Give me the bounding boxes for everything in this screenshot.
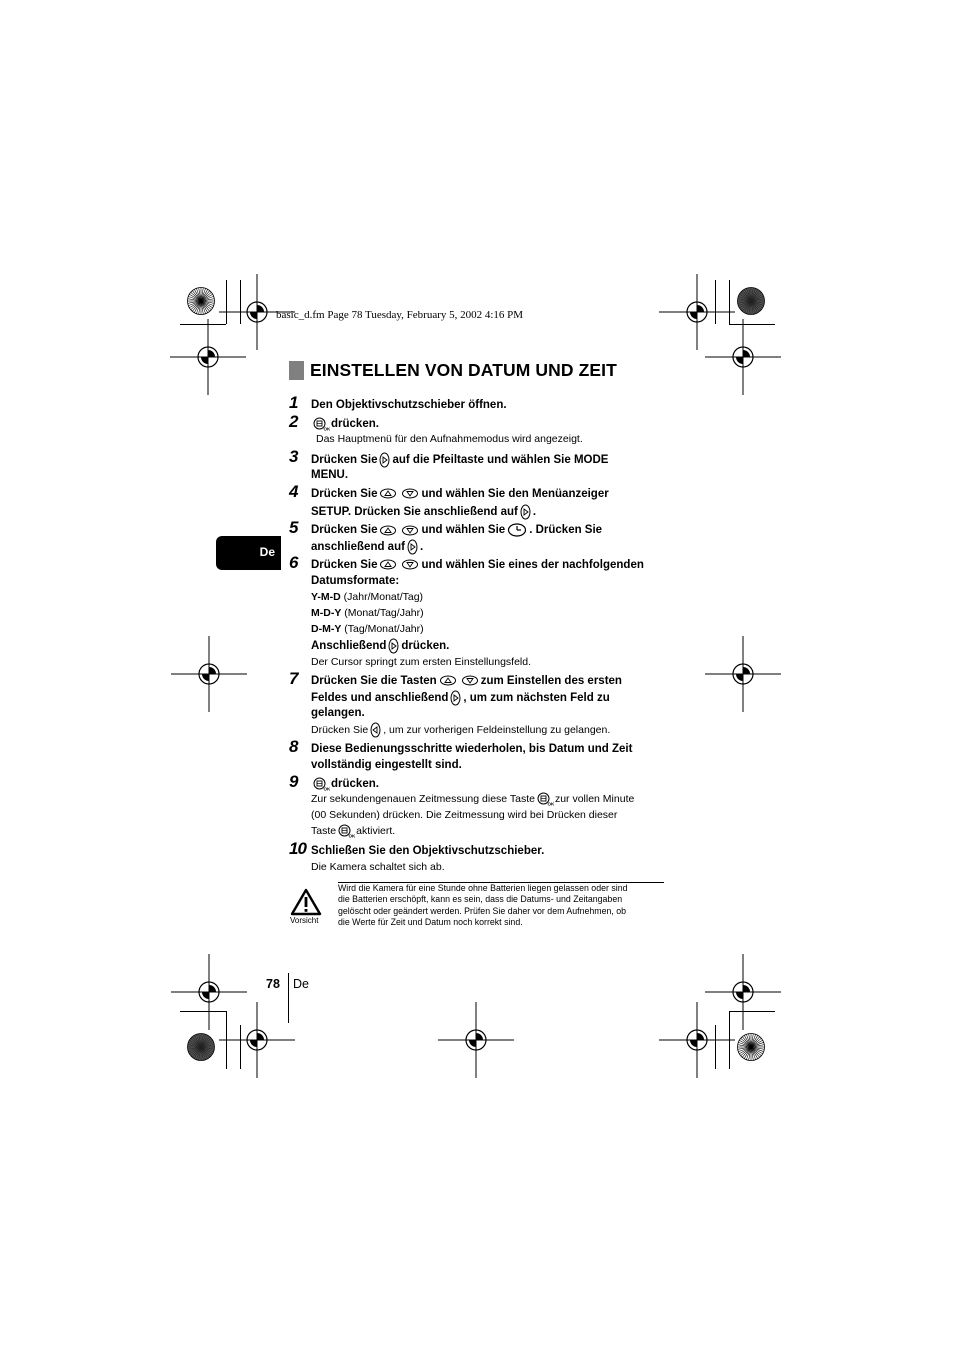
- arrow-down-icon: [461, 675, 479, 686]
- step-text: Drücken Sie die Tasten zum Einstellen des ersten: [311, 675, 622, 687]
- arrow-down-icon: [401, 488, 419, 499]
- step-text: Den Objektivschutzschieber öffnen.: [311, 399, 507, 411]
- date-format-option: M-D-Y (Monat/Tag/Jahr): [311, 607, 424, 619]
- ok-button-icon: [537, 792, 553, 806]
- arrow-up-icon: [439, 675, 457, 686]
- step-number: 5: [289, 518, 299, 537]
- color-wheel-icon: [736, 1032, 766, 1062]
- step-number: 1: [289, 393, 299, 412]
- caution-text: [338, 883, 668, 928]
- step-text: Diese Bedienungsschritte wiederholen, bis Datum und Zeit: [311, 743, 633, 755]
- registration-mark-icon: [168, 317, 248, 397]
- arrow-right-icon: [388, 638, 399, 654]
- arrow-right-icon: [407, 539, 418, 555]
- step-text: anschließend auf .: [311, 539, 423, 555]
- step-number: 3: [289, 447, 299, 466]
- color-wheel-icon: [186, 286, 216, 316]
- registration-mark-icon: [657, 1000, 737, 1080]
- ok-button-icon: [313, 417, 329, 431]
- caution-line: die Werte für Zeit und Datum noch korrekt sind.: [338, 916, 523, 927]
- step-note: Das Hauptmenü für den Aufnahmemodus wird angezeigt.: [316, 433, 583, 445]
- step-text: OK drücken.: [311, 777, 379, 792]
- caution-line: gelöscht oder geändert werden. Prüfen Sie daher vor dem Aufnehmen, ob: [338, 905, 627, 916]
- registration-mark-icon: [217, 1000, 297, 1080]
- registration-mark-icon: [703, 634, 783, 714]
- arrow-left-icon: [370, 722, 381, 738]
- step-note: Zur sekundengenauen Zeitmessung diese Taste OK zur vollen Minute: [311, 793, 635, 807]
- step-number: 8: [289, 737, 299, 756]
- step-text: Datumsformate:: [311, 575, 400, 587]
- ok-button-icon: [313, 777, 329, 791]
- step-number: 6: [289, 553, 299, 572]
- step-note: Der Cursor springt zum ersten Einstellungsfeld.: [311, 656, 532, 668]
- svg-text:OK: OK: [323, 786, 331, 792]
- caution-line: die Batterien erschöpft, kann es sein, dass die Datums- und Zeitangaben: [338, 894, 623, 905]
- step-text: Drücken Sie und wählen Sie eines der nachfolgenden: [311, 559, 644, 571]
- step-note: Die Kamera schaltet sich ab.: [311, 861, 445, 873]
- step-text: SETUP. Drücken Sie anschließend auf .: [311, 504, 536, 520]
- arrow-up-icon: [379, 488, 397, 499]
- step-text: Drücken Sie und wählen Sie den Menüanzeiger: [311, 488, 609, 500]
- heading-marker: [289, 361, 304, 380]
- step-text: Drücken Sie und wählen Sie . Drücken Sie: [311, 524, 603, 537]
- step-text: vollständig eingestellt sind.: [311, 759, 462, 771]
- clock-icon: [507, 523, 527, 537]
- date-format-option: Y-M-D (Jahr/Monat/Tag): [311, 591, 424, 603]
- step-note: Drücken Sie , um zur vorherigen Feldeinstellung zu gelangen.: [311, 722, 610, 738]
- arrow-right-icon: [520, 504, 531, 520]
- step-text: Anschließend drücken.: [311, 638, 449, 654]
- step-note: Taste OK aktiviert.: [311, 825, 396, 839]
- step-text: Schließen Sie den Objektivschutzschieber.: [311, 845, 545, 857]
- step-text: Feldes und anschließend , um zum nächsten Feld zu: [311, 690, 610, 706]
- arrow-right-icon: [379, 452, 390, 468]
- step-number: 2: [289, 412, 299, 431]
- page-title: EINSTELLEN VON DATUM UND ZEIT: [310, 360, 617, 380]
- registration-mark-icon: [703, 317, 783, 397]
- step-number: 10: [289, 839, 306, 858]
- section-heading: [289, 360, 617, 381]
- step-number: 4: [289, 482, 299, 501]
- caution-label: Vorsicht: [290, 916, 319, 925]
- svg-text:OK: OK: [348, 833, 356, 839]
- svg-text:OK: OK: [323, 426, 331, 432]
- step-number: 7: [289, 669, 299, 688]
- arrow-right-icon: [450, 690, 461, 706]
- registration-mark-icon: [436, 1000, 516, 1080]
- page-number: 78: [266, 977, 280, 991]
- file-header: basic_d.fm Page 78 Tuesday, February 5, 2002 4:16 PM: [276, 309, 524, 321]
- language-tab-label: De: [259, 545, 275, 559]
- svg-text:OK: OK: [547, 801, 555, 807]
- step-number: 9: [289, 772, 299, 791]
- step-note: (00 Sekunden) drücken. Die Zeitmessung wird bei Drücken dieser: [311, 809, 618, 821]
- ok-button-icon: [338, 824, 354, 838]
- color-wheel-icon: [186, 1032, 216, 1062]
- step-text: Drücken Sie auf die Pfeiltaste und wählen Sie MODE: [311, 452, 608, 468]
- date-format-option: D-M-Y (Tag/Monat/Jahr): [311, 623, 424, 635]
- arrow-up-icon: [379, 559, 397, 570]
- caution-line: Wird die Kamera für eine Stunde ohne Batterien liegen gelassen oder sind: [338, 883, 628, 893]
- registration-mark-icon: [169, 634, 249, 714]
- arrow-up-icon: [379, 525, 397, 536]
- color-wheel-icon: [736, 286, 766, 316]
- page-language: De: [293, 977, 309, 991]
- language-tab: [216, 536, 281, 570]
- step-text: OK drücken.: [311, 417, 379, 432]
- step-text: MENU.: [311, 469, 349, 481]
- arrow-down-icon: [401, 525, 419, 536]
- arrow-down-icon: [401, 559, 419, 570]
- step-text: gelangen.: [311, 707, 365, 719]
